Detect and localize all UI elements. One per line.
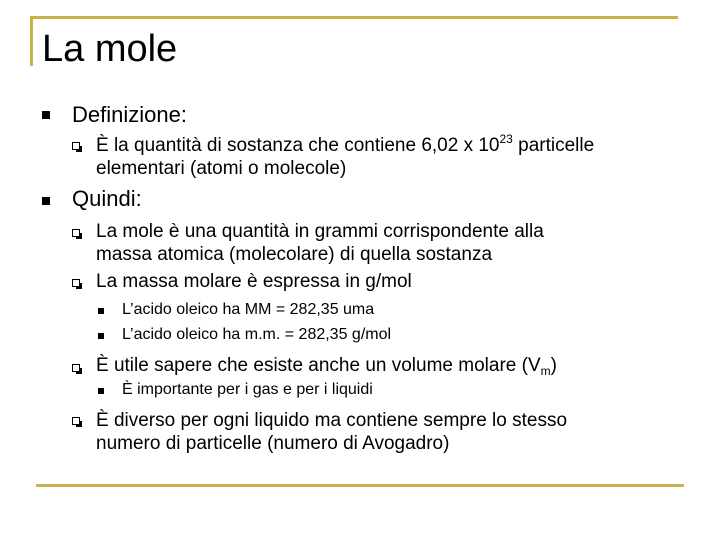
diverso-liquido-line1: È diverso per ogni liquido ma contiene sempre lo stesso [96, 410, 568, 431]
definizione-text-a: È la quantità di sostanza che contiene 6,02 x 10 [96, 135, 500, 156]
bullet-hollow-square-icon [72, 142, 80, 150]
bullet-definizione: Definizione: [72, 102, 187, 127]
bullet-mm-gmol: L’acido oleico ha m.m. = 282,35 g/mol [122, 326, 392, 343]
bullet-square-icon [42, 197, 50, 205]
bullet-hollow-square-icon [72, 279, 80, 287]
bullet-small-square-icon [98, 333, 104, 339]
bullet-volume-molare [96, 354, 696, 377]
bullet-mole-grammi [96, 220, 696, 266]
mole-grammi-line1: La mole è una quantità in grammi corrispondente alla [96, 221, 544, 242]
bullet-gas-liquidi: È importante per i gas e per i liquidi [122, 381, 373, 398]
subscript: m [540, 364, 551, 378]
definizione-text-b: particelle [512, 135, 595, 156]
bullet-small-square-icon [98, 308, 104, 314]
bottom-rule [36, 484, 684, 487]
bullet-massa-molare: La massa molare è espressa in g/mol [96, 271, 412, 292]
top-rule [30, 16, 678, 19]
volume-molare-text-a: È utile sapere che esiste anche un volume molare (V [96, 355, 541, 376]
bullet-diverso-liquido [96, 409, 696, 455]
bullet-square-icon [42, 111, 50, 119]
exponent: 23 [499, 132, 513, 146]
bullet-small-square-icon [98, 388, 104, 394]
definizione-text-c: elementari (atomi o molecole) [96, 158, 347, 179]
bullet-hollow-square-icon [72, 417, 80, 425]
mole-grammi-line2: massa atomica (molecolare) di quella sostanza [96, 244, 493, 265]
left-rule [30, 16, 33, 66]
slide-title: La mole [42, 28, 178, 70]
bullet-quindi: Quindi: [72, 186, 142, 211]
bullet-hollow-square-icon [72, 229, 80, 237]
bullet-definizione-text [96, 134, 696, 180]
bullet-mm-uma: L’acido oleico ha MM = 282,35 uma [122, 301, 375, 318]
diverso-liquido-line2: numero di particelle (numero di Avogadro) [96, 433, 450, 454]
volume-molare-text-b: ) [550, 355, 557, 376]
bullet-hollow-square-icon [72, 364, 80, 372]
